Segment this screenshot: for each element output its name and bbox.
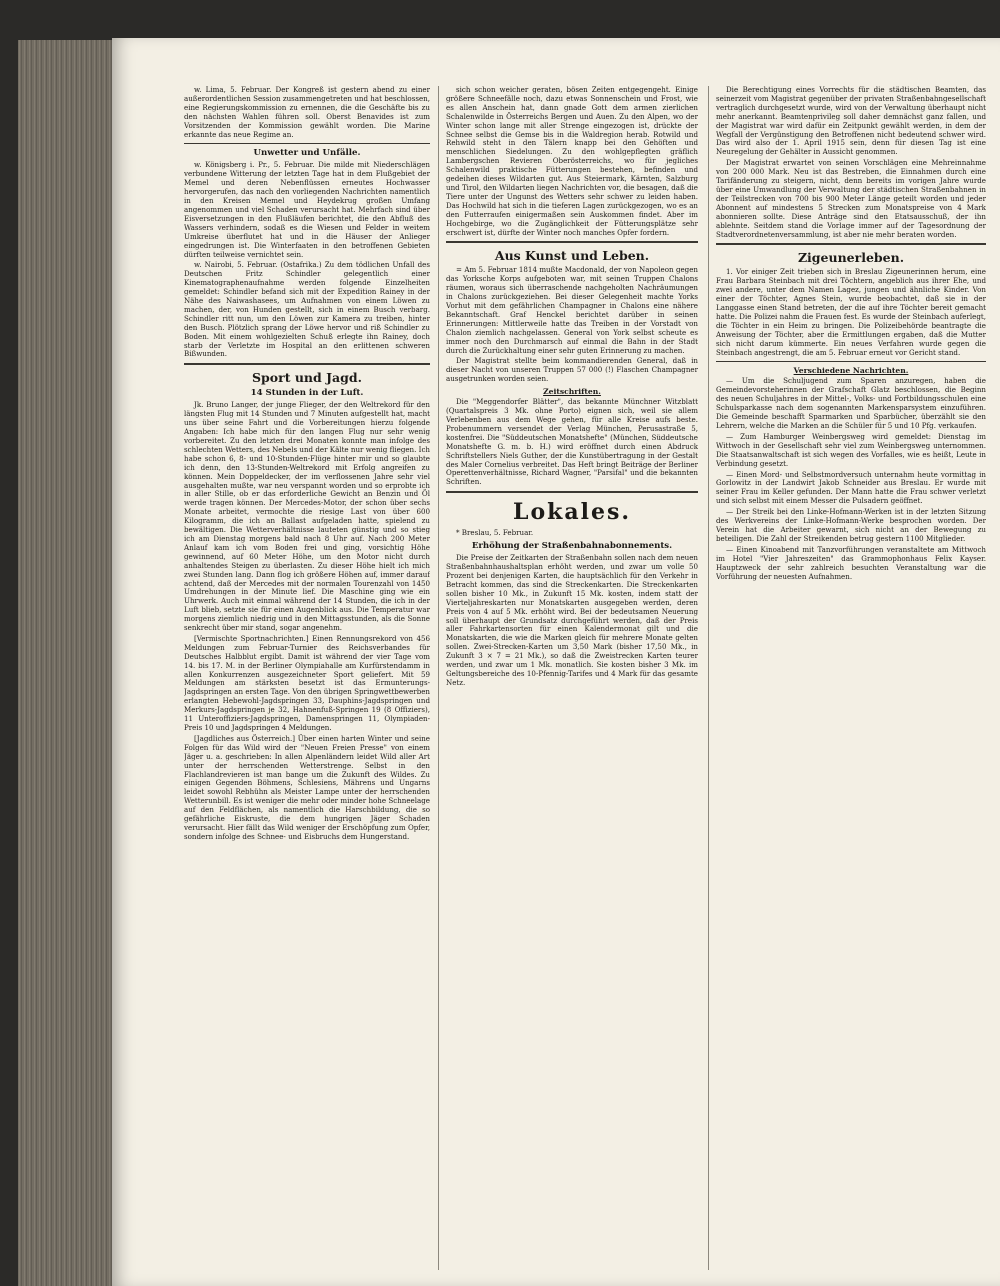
subheading-luft: 14 Stunden in der Luft. (250, 388, 364, 399)
article-langer: Jk. Bruno Langer, der junge Flieger, der den Weltrekord für den längsten Flug mit 14 Stunden und 7 Minuten aufgestellt hat, macht uns über seine Fahrt und die Vorbereitungen hierzu folgende Angaben: Ich habe mich für den langen Flug nur sehr wenig vorbereitet. Zu den letzten drei Monaten konnte man infolge des schlechten Wetters, des Nebels und der Kälte nur wenig fliegen. Ich habe schon 6, 8- und 10-Stunden-Flüge hinter mir und so glaubte ich denn, den 13-Stunden-Weltrekord mit Erfolg angreifen zu können. Mein Doppeldecker, der im verflossenen Jahre sehr viel ausgehalten mußte, war neu verspannt worden und so erprobte ich in aller Stille, ob er das erforderliche Gewicht an Benzin und Öl werde tragen können. Der Mercedes-Motor, der schon über sechs Monate arbeitet, vermochte die riesige Last von über 600 Kilogramm, die ich an Ballast aufgeladen hatte, spielend zu bewältigen. Die Wetterverhältnisse lauteten günstig und so stieg ich am Dienstag morgens bald nach 8 Uhr auf. Nach 200 Meter Anlauf kam ich vom Boden frei und ging, vorsichtig Höhe gewinnend, auf 60 Meter Höhe, um den Motor nicht durch anhaltendes Steigen zu überlasten. Zu dieser Höhe hielt ich mich zwei Stunden lang. Dann flog ich größere Höhen auf, immer darauf achtend, daß der Mercedes mit der normalen Tourenzahl von 1450 Umdrehungen in der Minute lief. Die Maschine ging wie ein Uhrwerk. Auch mit einmal während der 14 Stunden, die ich in der Luft blieb, setzte sie für einen Augenblick aus. Die Temperatur war morgens ziemlich niedrig und in den Mittagsstunden, als die Sonne senkrecht über mir stand, sogar angenehm. (184, 400, 430, 633)
separator (446, 241, 698, 243)
article-zeitschriften: Die "Meggendorfer Blätter", das bekannte Münchner Witzblatt (Quartalspreis 3 Mk. ohne Porto) eignen sich, weil sie allem Verlebenben aus dem Wege gehen, für alle Kreise aufs beste. Probenummern versendet der Verlag München, Perusastraße 5, kostenfrei. Die "Süddeutschen Monatshefte" (München, Süddeutsche Monatshefte G. m. b. H.) wird eröffnet durch einen Abdruck Schriftstellers Niels Guther, der die Kunstübertragung in der Gestalt des Maler Cornelius verbreitet. Das Heft bringt Beiträge der Berliner Operettenverhältnisse, Richard Wagner, "Parsifal" und die bekannten Schriften. (446, 397, 698, 487)
article-vermischte: [Vermischte Sportnachrichten.] Einen Rennungsrekord von 456 Meldungen zum Februar-Turnier des Reichsverbandes für Deutsches Halbblut ergibt. Damit ist während der vier Tage vom 14. bis 17. M. in der Berliner Olympiahalle am Kurfürstendamm in allen Konkurrenzen ausgezeichneter Sport geliefert. Mit 59 Meldungen am stärksten besetzt ist das Ermunterungs-Jagdspringen an ersten Tage. Von den übrigen Springwettbewerben erlangten Hebewohl-Jagdspringen 33, Dauphins-Jagdspringen und Merkurs-Jagdspringen je 32, Hahnenfuß-Springen 19 (8 Offiziers), 11 Unteroffiziers-Jagdspringen, Damenspringen 11, Olympiaden-Preis 10 und Jagdspringen 4 Meldungen. (184, 633, 430, 732)
article-lima: w. Lima, 5. Februar. Der Kongreß ist gestern abend zu einer außerordentlichen Session zusammengetreten und hat beschlossen, eine Regierungskommission zu ernennen, die die Geschäfte bis zu den nächsten Wahlen führen soll. Oberst Benavides ist zum Vorsitzenden der Kommission gewählt worden. Die Marine erkannte das neue Regime an. (184, 86, 430, 139)
column-divider (708, 86, 709, 1270)
article-hamburg: — Zum Hamburger Weinbergsweg wird gemeldet: Dienstag im Wittwoch in der Gesellschaft sehr viel zum Weinbergsweg unternommen. Die Staatsanwaltschaft ist sich wegen des Vorfalles, wie es heißt, Leute in Verbindung gesetzt. (716, 431, 986, 468)
separator (446, 491, 698, 493)
article-zigeuner: 1. Vor einiger Zeit trieben sich in Breslau Zigeunerinnen herum, eine Frau Barbara Steinbach mit drei Töchtern, angeblich aus ihrer Ehe, und zwei andere, unter dem Namen Lagez, jungen und ähnliche Kinder. Von einer der Töchter, Agnes Stein, wurde beobachtet, daß sie in der Langgasse einen Stand betreten, der die auf ihre Töchter bereit gemacht hatte. Die Polizei nahm die Frauen fest. Es wurde der Steinbach auferlegt, die Töchter in ein Heim zu bringen. Die Polizeibehörde beantragte die Anweisung der Töchter, aber die Ermittlungen ergaben, daß die Mutter sich nicht darum kümmerte. Ein neues Verfahren wurde gegen die Steinbach angestrengt, die am 5. Februar erneut vor Gericht stand. (716, 267, 986, 357)
article-streik: — Der Streik bei den Linke-Hofmann-Werken ist in der letzten Sitzung des Werkvereins der Linke-Hofmann-Werke besprochen worden. Der Verein hat die Arbeiter gewarnt, sich nicht an der Bewegung zu beteiligen. Die Zahl der Streikenden betrug gestern 1100 Mitglieder. (716, 507, 986, 543)
article-kino: — Einen Kinoabend mit Tanzvorführungen veranstaltete am Mittwoch im Hotel "Vier Jahreszeiten" das Grammophonhaus Felix Kayser. Hauptzweck der sehr zahlreich besuchten Veranstaltung war die Vorführung der neuesten Aufnahmen. (716, 544, 986, 581)
column-3 (716, 86, 986, 1272)
article-nairobi: w. Nairobi, 5. Februar. (Ostafrika.) Zu dem tödlichen Unfall des Deutschen Fritz Schindler gelegentlich einer Kinematographenaufnahme werden folgende Einzelheiten gemeldet: Schindler befand sich mit der Expedition Rainey in der Nähe des Naiwashasees, um Aufnahmen von einem Löwen zu machen, der, von Hunden gestellt, sich in einem Busch verbarg. Schindler ritt nun, um den Löwen zur Kamera zu treiben, hinter den Busch. Plötzlich sprang der Löwe hervor und riß Schindler zu Boden. Mit einem wohlgezielten Schuß erlegte ihn Rainey, doch starb der Verletzte im Hospital an den erlittenen schweren Bißwunden. (184, 260, 430, 359)
heading-sport: Sport und Jagd. (252, 370, 362, 386)
book-page-edges (18, 40, 116, 1286)
separator (184, 363, 430, 365)
heading-zigeuner: Zigeunerleben. (797, 250, 905, 266)
separator (184, 143, 430, 144)
heading-unwetter: Unwetter und Unfälle. (253, 148, 361, 159)
article-mord: — Einen Mord- und Selbstmordversuch unternahm heute vormittag in Gorlowitz in der Landwirt Jakob Schneider aus Breslau. Er wurde mit seiner Frau im Keller gefunden. Der Mann hatte die Frau schwer verletzt und sich selbst mit einem Messer die Pulsadern geöffnet. (716, 469, 986, 506)
heading-erhoehung: Erhöhung der Straßenbahnabonnements. (471, 541, 673, 552)
dateline: * Breslau, 5. Februar. (456, 528, 534, 538)
article-sparen: — Um die Schuljugend zum Sparen anzuregen, haben die Gemeindevorsteherinnen der Grafschaft Glatz beschlossen, die Beginn des neuen Schuljahres in der Mittel-, Volks- und Fortbildungsschulen eine Schulsparkasse nach dem sogenannten Markensparsystem einzuführen. Die Gemeinde beschafft Sparmarken und Sparbücher, überzählt sie den Lehrern, welche die Marken an die Schüler für 5 und 10 Pfg. verkaufen. (716, 376, 986, 430)
column-divider (438, 86, 439, 1270)
article-berechtigung: Die Berechtigung eines Vorrechts für die städtischen Beamten, das seinerzeit vom Magistrat gegenüber der privaten Straßenbahngesellschaft vertraglich durchgesetzt wurde, wird von der Verwaltung überhaupt nicht mehr anerkannt. Beamtenprivileg soll daher demnächst ganz fallen, und der Magistrat war wird dafür ein Zeitpunkt gewählt werden, in dem der Wegfall der Vergünstigung den Betroffenen nicht bedeutend schwer wird. Das wird also der 1. April 1915 sein, denn für diesen Tag ist eine Neuregelung der Gehälter in Aussicht genommen. (716, 86, 986, 157)
heading-kunst: Aus Kunst und Leben. (494, 248, 650, 264)
heading-lokales: Lokales. (512, 499, 632, 526)
heading-zeitschriften: Zeitschriften. (543, 387, 601, 397)
article-jagd-cont: sich schon weicher geraten, bösen Zeiten entgegengeht. Einige größere Schneefälle noch, dazu etwas Sonnenschein und Frost, wie es allen Anschein hat, dann gnade Gott dem armen zierlichen Schalenwilde in Österreichs Bergen und Auen. Zu den Alpen, wo der Winter schon lange mit aller Strenge eingezogen ist, drückte der Schnee selbst die Gemse bis in die Waldregion herab. Rotwild und Rehwild steht in den Tälern knapp bei den Gehöften und menschlichen Siedelungen. Zu den wohlgepflegten gräflich Lambergschen Revieren Oberösterreichs, wo für jegliches Schalenwild praktische Fütterungen bestehen, befinden und gedeihen dieses Wildarten gut. Aus Steiermark, Kärnten, Salzburg und Tirol, den Wildarten liegen Nachrichten vor, die besagen, daß die Tiere unter der Ungunst des Wetters sehr schwer zu leiden haben. Das Hochwild hat sich in die tieferen Lagen zurückgezogen, wo es an den Futterraufen einigermaßen sein Auskommen findet. Aber im Hochgebirge, wo die Zugänglichkeit der Fütterungsplätze sehr erschwert ist, dürfte der Winter noch manches Opfer fordern. (446, 86, 698, 237)
separator (716, 361, 986, 362)
separator (716, 243, 986, 245)
article-macdonald: = Am 5. Februar 1814 mußte Macdonald, der von Napoleon gegen das Yorksche Korps aufgeboten war, mit seinen Truppen Chalons räumen, woraus sich überraschende nachgeholten Nachräumungen in Chalons zurückgeziehen. Bei dieser Gelegenheit machte Yorks Vorhut mit dem gefährlichen Champagner in Chalons eine nähere Bekanntschaft. Graf Henckel berichtet darüber in seinen Erinnerungen: Mittlerweile hatte das Treiben in der Vorstadt von Chalon ziemlich nachgelassen. General von York selbst scheute es immer noch den Durchmarsch auf einmal die Bahn in der Stadt durch die Zurückhaltung einer sehr guten Erinnerung zu machen. (446, 265, 698, 355)
article-jagd: [Jagdliches aus Österreich.] Über einen harten Winter und seine Folgen für das Wild wird der "Neuen Freien Presse" von einem Jäger u. a. geschrieben: In allen Alpenländern leidet Wild aller Art unter der herrschenden Wetterstrenge. Selbst in den Flachlandrevieren ist man bange um die Zukunft des Wildes. Zu einigen Gegenden Böhmens, Schlesiens, Mährens und Ungarns leidet sowohl Rebhühn als Meister Lampe unter der herrschenden Wetterunbill. Es ist weniger die mehr oder minder hohe Schneelage auf den Feldflächen, als namentlich die Harschbildung, die so gefährliche Eiskruste, die dem hungrigen Jäger Schaden verursacht. Hier fällt das Wild weniger der Erschöpfung zum Opfer, sondern infolge des Schnee- und Eisbruchs dem Hungerstand. (184, 733, 430, 841)
column-1 (184, 86, 430, 1272)
article-erhoehung: Die Preise der Zeitkarten der Straßenbahn sollen nach dem neuen Straßenbahnhaushaltsplan erhöht werden, und zwar um volle 50 Prozent bei denjenigen Karten, die hauptsächlich für den Verkehr in Betracht kommen, das sind die Streckenkarten. Die Streckenkarten sollen bisher 10 Mk., in Zukunft 15 Mk. kosten, indem statt der Vierteljahreskarten nur Monatskarten ausgegeben werden, deren Preis von 4 auf 5 Mk. erhöht wird. Bei der bedeutsamen Neuerung soll überhaupt der Grundsatz durchgeführt werden, daß der Preis aller Fahrkartensorten für einen Kalendermonat gilt und die Monatskarten, die wie die Marken gleich für mehrere Monate gelten sollen. Zwei-Strecken-Karten um 3,50 Mark (bisher 17,50 Mk., in Zukunft 3 × 7 = 21 Mk.), so daß die Zweistrecken Karten teurer werden, und zwar um 1 Mk. monatlich. Sie kosten bisher 3 Mk. im Geltungsbereiche des 10-Pfennig-Tarifes und 4 Mark für das gesamte Netz. (446, 553, 698, 687)
article-magistrat-champagner: Der Magistrat stellte beim kommandierenden General, daß in dieser Nacht von unseren Truppen 57 000 (!) Flaschen Champagner ausgetrunken worden seien. (446, 356, 698, 384)
column-2 (446, 86, 698, 1272)
article-magistrat: Der Magistrat erwartet von seinen Vorschlägen eine Mehreinnahme von 200 000 Mark. Neu ist das Bestreben, die Einnahmen durch eine Tarifänderung zu steigern, nicht, denn bereits im vorigen Jahre wurde über eine Umwandlung der Verwaltung der städtischen Straßenbahnen in der Teilstrecken von 700 bis 900 Meter Länge geteilt worden und jeder Abonnent auf mindestens 5 Strecken zum Monatspreise von 4 Mark abonnieren sollte. Diese Anträge sind den Etatsausschuß, der ihn ablehnte. Seitdem stand die Vorlage immer auf der Tagesordnung der Stadtverordnetenversammlung, ist aber nie mehr beraten worden. (716, 158, 986, 239)
heading-verschiedene: Verschiedene Nachrichten. (793, 366, 909, 376)
newspaper-page (112, 38, 1000, 1286)
article-koenigsberg: w. Königsberg i. Pr., 5. Februar. Die milde mit Niederschlägen verbundene Witterung der letzten Tage hat in dem Flußgebiet der Memel und deren Nebenflüssen erneutes Hochwasser hervorgerufen, das nach den vorliegenden Nachrichten namentlich in den Kreisen Memel und Heydekrug großen Umfang angenommen und viel Schaden verursacht hat. Mehrfach sind über Eisversetzungen in den Flußläufen berichtet, die den Abfluß des Wassers verhindern, sodaß es die Wiesen und Felder in weitem Umkreise überflutet hat und in die Häuser der Anlieger eingedrungen ist. Die Winterfaaten in den betroffenen Gebieten dürften teilweise vernichtet sein. (184, 160, 430, 259)
